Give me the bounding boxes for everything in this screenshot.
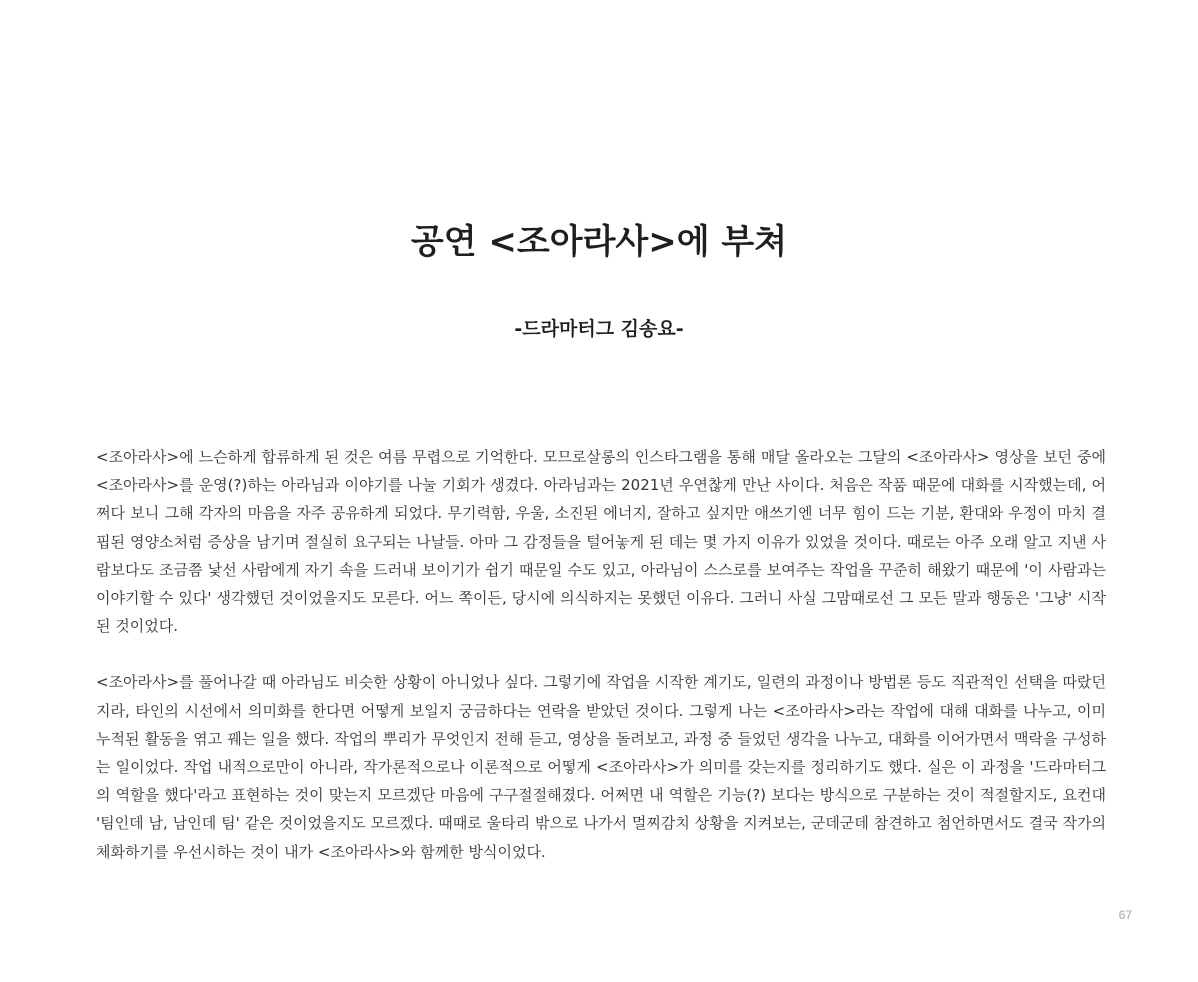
author-byline: -드라마터그 김송요- bbox=[514, 318, 684, 340]
paragraph-2: <조아라사>를 풀어나갈 때 아라님도 비슷한 상황이 아니었나 싶다. 그렇기에 작업을 시작한 계기도, 일련의 과정이나 방법론 등도 직관적인 선택을 따랐던지라, 타인의 시선에서 의미화를 한다면 어떻게 보일지 궁금하다는 연락을 받았던 것이다. 그렇게 나는 <조아라사>라는 작업에 대해 대화를 나누고, 이미 누적된 활동을 엮고 꿰는 일을 했다. 작업의 뿌리가 무엇인지 전해 듣고, 영상을 돌려보고, 과정 중 들었던 생각을 나누고, 대화를 이어가면서 맥락을 구성하는 일이었다. 작업 내적으로만이 아니라, 작가론적으로나 이론적으로 어떻게 <조아라사>가 의미를 갖는지를 정리하기도 했다. 실은 이 과정을 '드라마터그의 역할을 했다'라고 표현하는 것이 맞는지 모르겠단 마음에 구구절절해졌다. 어쩌면 내 역할은 기능(?) 보다는 방식으로 구분하는 것이 적절할지도, 요컨대 '팀인데 남, 남인데 팀' 같은 것이었을지도 모르겠다. 때때로 울타리 밖으로 나가서 멀찌감치 상황을 지켜보는, 군데군데 참견하고 첨언하면서도 결국 작가의 체화하기를 우선시하는 것이 내가 <조아라사>와 함께한 방식이었다. bbox=[96, 673, 1106, 861]
paragraph-1: <조아라사>에 느슨하게 합류하게 된 것은 여름 무렵으로 기억한다. 모므로살롱의 인스타그램을 통해 매달 올라오는 그달의 <조아라사> 영상을 보던 중에 <조아라사>를 운영(?)하는 아라님과 이야기를 나눌 기회가 생겼다. 아라님과는 2021년 우연찮게 만난 사이다. 처음은 작품 때문에 대화를 시작했는데, 어쩌다 보니 그해 각자의 마음을 자주 공유하게 되었다. 무기력함, 우울, 소진된 에너지, 잘하고 싶지만 애쓰기엔 너무 힘이 드는 기분, 환대와 우정이 마치 결핍된 영양소처럼 증상을 남기며 절실히 요구되는 나날들. 아마 그 감정들을 털어놓게 된 데는 몇 가지 이유가 있었을 것이다. 때로는 아주 오래 알고 지낸 사람보다도 조금쯤 낯선 사람에게 자기 속을 드러내 보이기가 쉽기 때문일 수도 있고, 아라님이 스스로를 보여주는 작업을 꾸준히 해왔기 때문에 '이 사람과는 이야기할 수 있다' 생각했던 것이었을지도 모른다. 어느 쪽이든, 당시에 의식하지는 못했던 이유다. 그러니 사실 그맘때로선 그 모든 말과 행동은 '그냥' 시작된 것이었다. bbox=[96, 448, 1106, 636]
page-number: 67 bbox=[1118, 908, 1132, 922]
body-text bbox=[96, 443, 1106, 866]
page-title: 공연 <조아라사>에 부쳐 bbox=[410, 222, 788, 262]
